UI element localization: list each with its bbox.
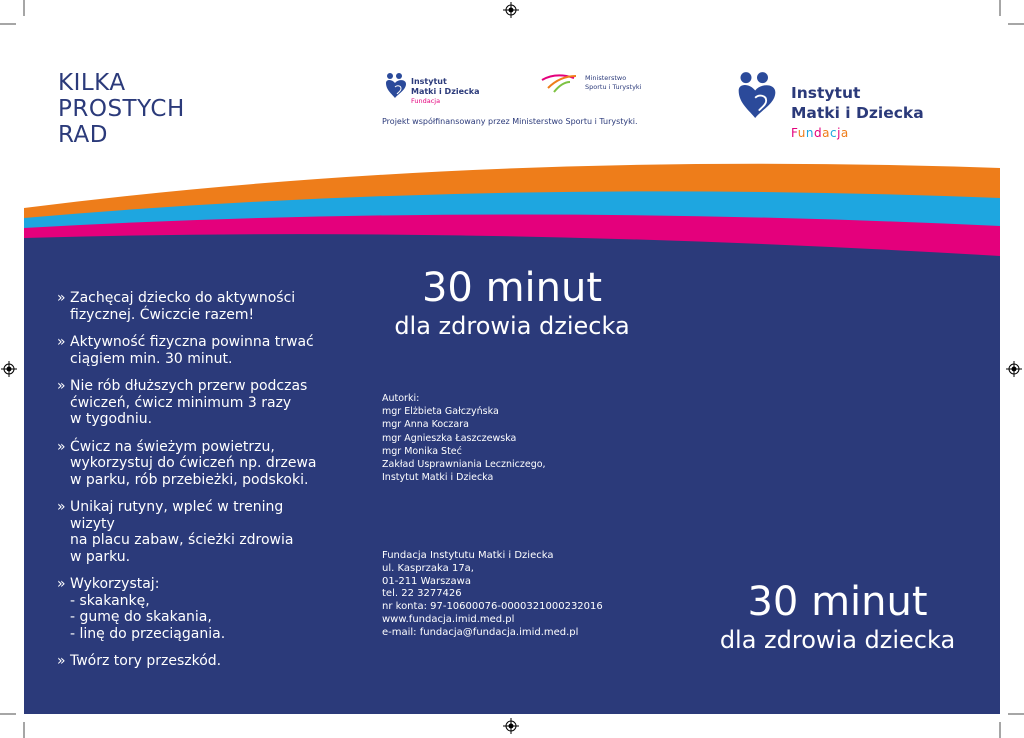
bullet-icon: » [57,576,66,592]
fundacja-letter: F [791,126,798,140]
contact-line: ul. Kasprzaka 17a, [382,562,474,574]
cover-title-block [705,578,970,654]
author-line: Instytut Matki i Dziecka [382,472,494,484]
logo-name-line1: Instytut [411,77,447,86]
contact-line: Fundacja Instytutu Matki i Dziecka [382,550,554,561]
heading-line: PROSTYCH [58,96,185,122]
cofinance-note: Projekt współfinansowany przez Ministerstwo Sportu i Turystyki. [382,117,638,126]
heading-line: KILKA [58,70,126,96]
bullet-icon: » [57,438,66,455]
hearts-icon [384,72,408,100]
hearts-icon [735,70,779,122]
logo-name [791,83,924,123]
contact-block [382,550,603,640]
author-line: Zakład Usprawniania Leczniczego, [382,459,546,471]
fundacja-letter: n [805,126,814,140]
tips-heading [58,70,258,148]
fundacja-letter: c [829,126,838,140]
subtitle: dla zdrowia dziecka [394,312,630,340]
tip-text: Twórz tory przeszkód. [70,653,222,669]
website-link[interactable]: www.fundacja.imid.med.pl [382,613,515,625]
contact-line: nr konta: 97-10600076-0000321000232016 [382,601,603,613]
authors-block [382,392,546,484]
ministry-swoosh-icon [540,72,580,94]
ministry-line1: Ministerstwo [585,74,627,82]
tip-item [57,378,327,428]
fundacja-letter: u [797,126,806,140]
bullet-icon: » [57,499,66,515]
tip-text: Ćwicz na świeżym powietrzu, wykorzystuj do ćwiczeń np. drzewa w parku, rób przebieżki, podskoki. [70,438,317,488]
fundacja-letter: a [840,126,849,140]
logo-fundacja [791,126,849,140]
author-line: mgr Agnieszka Łaszczewska [382,432,517,444]
bullet-icon: » [57,290,66,306]
contact-line: 01-211 Warszawa [382,575,471,587]
bullet-icon: » [57,653,66,669]
logo-fundacja: Fundacja [411,97,441,105]
bullet-icon: » [57,334,66,350]
center-title-block [382,264,642,340]
logo-name-line1: Instytut [791,84,861,102]
tip-text: Nie rób dłuższych przerw podczas ćwiczeń, ćwicz minimum 3 razy w tygodniu. [70,378,308,427]
fundacja-letter: j [837,126,841,140]
tip-item [57,653,327,670]
tip-text: Unikaj rutyny, wpleć w trening wizyty na placu zabaw, ścieżki zdrowia w parku. [70,499,294,565]
ministry-line2: Sportu i Turystyki [585,83,642,91]
cover-title: 30 minut [747,579,928,625]
bullet-icon: » [57,378,66,394]
tip-item [57,576,327,642]
logo-name [411,77,479,97]
cover-subtitle: dla zdrowia dziecka [719,626,956,654]
heading-line: RAD [58,122,108,148]
logo-name-line2: Matki i Dziecka [411,87,480,96]
author-line: mgr Elżbieta Gałczyńska [382,406,499,418]
tip-item [57,439,327,489]
title: 30 minut [421,265,603,311]
tips-list [57,290,327,681]
author-line: mgr Anna Koczara [382,419,469,431]
contact-line: tel. 22 3277426 [382,588,462,600]
fundacja-letter: d [813,126,823,140]
imid-small-logo [384,70,494,108]
imid-large-logo [735,70,955,150]
ministry-name [585,74,641,92]
tip-item [57,334,327,367]
logo-name-line2: Matki i Dziecka [791,104,924,122]
fundacja-letter: a [822,126,830,140]
tip-text: Wykorzystaj: - skakankę, - gumę do skakania, - linę do przeciągania. [70,576,226,642]
ministry-logo [540,72,660,102]
author-line: mgr Monika Steć [382,445,462,457]
authors-label: Autorki: [382,393,420,404]
tip-item [57,499,327,565]
email-link[interactable]: e-mail: fundacja@fundacja.imid.med.pl [382,626,579,638]
tip-item [57,290,327,323]
tip-text: Aktywność fizyczna powinna trwać ciągiem min. 30 minut. [70,334,314,367]
tip-text: Zachęcaj dziecko do aktywności fizycznej. Ćwiczcie razem! [70,290,296,323]
